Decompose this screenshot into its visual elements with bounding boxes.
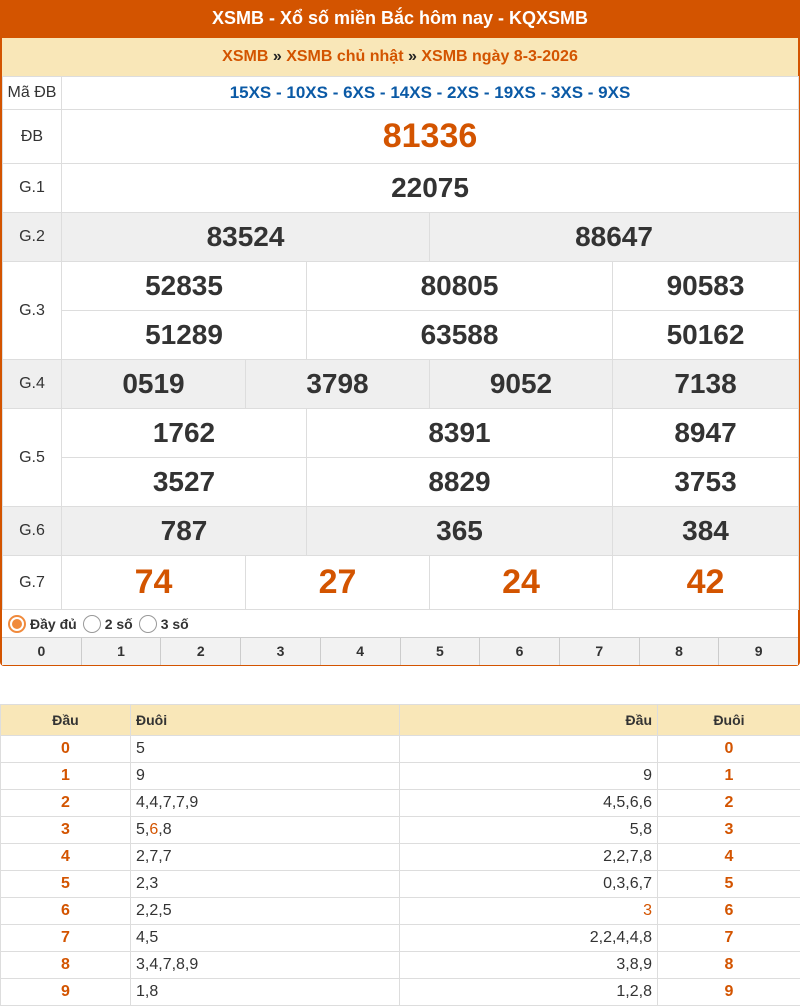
dau-list-cell: 4,5,6,6 (400, 790, 658, 817)
g5-number: 8391 (307, 409, 613, 458)
digit-filter-0[interactable]: 0 (2, 638, 82, 665)
duoi-cell: 5 (131, 736, 400, 763)
duoi-cell: 2,3 (131, 871, 400, 898)
dau-list-cell: 2,2,7,8 (400, 844, 658, 871)
g3-number: 51289 (62, 311, 307, 360)
digit-filter-8[interactable]: 8 (640, 638, 720, 665)
duoi-cell: 3,4,7,8,9 (131, 952, 400, 979)
dau-cell: 8 (1, 952, 131, 979)
duoi-digit-cell: 2 (658, 790, 800, 817)
dau-cell: 9 (1, 979, 131, 1006)
header-duoi: Đuôi (131, 705, 400, 736)
g3-number: 90583 (613, 262, 799, 311)
g6-number: 365 (307, 507, 613, 556)
special-prize-number: 81336 (62, 110, 799, 164)
dau-list-cell: 3 (400, 898, 658, 925)
table-row (1, 736, 800, 763)
duoi-digit-cell: 3 (658, 817, 800, 844)
g5-number: 1762 (62, 409, 307, 458)
table-row (1, 952, 800, 979)
duoi-digit-cell: 5 (658, 871, 800, 898)
breadcrumb-xsmb-link[interactable]: XSMB (222, 48, 269, 65)
duoi-highlight: 6 (149, 821, 159, 838)
g7-number: 24 (430, 556, 613, 610)
dau-list-cell: 1,2,8 (400, 979, 658, 1006)
g4-number: 3798 (246, 360, 430, 409)
dau-cell: 1 (1, 763, 131, 790)
digit-filter-4[interactable]: 4 (321, 638, 401, 665)
duoi-cell: 9 (131, 763, 400, 790)
header-dau: Đầu (1, 705, 131, 736)
duoi-cell: 2,2,5 (131, 898, 400, 925)
dau-list-cell (400, 736, 658, 763)
g6-number: 787 (62, 507, 307, 556)
g5-number: 8947 (613, 409, 799, 458)
digit-filter-2[interactable]: 2 (161, 638, 241, 665)
page-title: XSMB - Xổ số miền Bắc hôm nay - KQXSMB (0, 0, 800, 38)
g4-number: 7138 (613, 360, 799, 409)
digit-filter-3[interactable]: 3 (241, 638, 321, 665)
breadcrumb-separator: » (407, 48, 417, 65)
table-row (1, 898, 800, 925)
dau-cell: 4 (1, 844, 131, 871)
g2-number: 83524 (62, 213, 430, 262)
prize-label-db: ĐB (3, 110, 62, 164)
digit-filter-9[interactable]: 9 (754, 643, 763, 659)
table-row (1, 844, 800, 871)
breadcrumb-date-link[interactable]: XSMB ngày 8-3-2026 (421, 48, 578, 65)
g7-number: 42 (613, 556, 799, 610)
g7-number: 27 (246, 556, 430, 610)
breadcrumb-separator: » (272, 48, 282, 65)
g5-number: 3753 (613, 458, 799, 507)
first-prize-number: 22075 (62, 164, 799, 213)
prize-label-g5: G.5 (3, 409, 62, 507)
g6-number: 384 (613, 507, 799, 556)
prize-label-g1: G.1 (3, 164, 62, 213)
duoi-digit-cell: 1 (658, 763, 800, 790)
radio-3-digits[interactable] (139, 615, 157, 633)
duoi-digit-cell: 6 (658, 898, 800, 925)
dau-list-cell: 0,3,6,7 (400, 871, 658, 898)
dau-list-cell: 5,8 (400, 817, 658, 844)
dau-list-cell: 2,2,4,4,8 (400, 925, 658, 952)
results-table (2, 76, 799, 610)
g3-number: 52835 (62, 262, 307, 311)
prize-label-g2: G.2 (3, 213, 62, 262)
ma-db-value: 15XS - 10XS - 6XS - 14XS - 2XS - 19XS - 3XS - 9XS (62, 77, 799, 110)
dau-cell: 3 (1, 817, 131, 844)
breadcrumb-sunday-link[interactable]: XSMB chủ nhật (286, 48, 404, 65)
digit-filter-6[interactable]: 6 (480, 638, 560, 665)
g3-number: 63588 (307, 311, 613, 360)
duoi-digit-cell: 4 (658, 844, 800, 871)
header-dau: Đầu (400, 705, 658, 736)
dau-list-cell: 9 (400, 763, 658, 790)
g7-number: 74 (62, 556, 246, 610)
display-options (6, 610, 189, 638)
dau-cell: 5 (1, 871, 131, 898)
duoi-digit-cell: 7 (658, 925, 800, 952)
duoi-cell: 1,8 (131, 979, 400, 1006)
radio-full-label[interactable]: Đầy đủ (30, 616, 77, 632)
digit-filter-1[interactable]: 1 (82, 638, 162, 665)
g3-number: 50162 (613, 311, 799, 360)
g2-number: 88647 (430, 213, 799, 262)
duoi-cell (131, 817, 400, 844)
header-duoi: Đuôi (658, 705, 800, 736)
duoi-part: 5, (136, 821, 150, 838)
duoi-digit-cell: 8 (658, 952, 800, 979)
digit-filter-7[interactable]: 7 (560, 638, 640, 665)
ma-db-label: Mã ĐB (3, 77, 62, 110)
duoi-digit-cell: 0 (658, 736, 800, 763)
duoi-cell: 4,4,7,7,9 (131, 790, 400, 817)
g5-number: 8829 (307, 458, 613, 507)
dau-cell: 2 (1, 790, 131, 817)
g3-number: 80805 (307, 262, 613, 311)
prize-label-g6: G.6 (3, 507, 62, 556)
table-row (1, 763, 800, 790)
radio-3-digits-label[interactable]: 3 số (160, 616, 189, 632)
dau-cell: 0 (1, 736, 131, 763)
dau-cell: 7 (1, 925, 131, 952)
digit-filter-bar (2, 637, 798, 665)
table-row (1, 925, 800, 952)
prize-label-g3: G.3 (3, 262, 62, 360)
duoi-cell: 2,7,7 (131, 844, 400, 871)
radio-2-digits[interactable] (83, 615, 101, 633)
radio-2-digits-label[interactable]: 2 số (104, 616, 133, 632)
g4-number: 0519 (62, 360, 246, 409)
duoi-cell: 4,5 (131, 925, 400, 952)
table-row (1, 790, 800, 817)
g5-number: 3527 (62, 458, 307, 507)
prize-label-g4: G.4 (3, 360, 62, 409)
g4-number: 9052 (430, 360, 613, 409)
breadcrumb (2, 38, 798, 76)
radio-full[interactable] (8, 615, 26, 633)
table-row (1, 817, 800, 844)
duoi-digit-cell: 9 (658, 979, 800, 1006)
duoi-part: ,8 (158, 821, 172, 838)
table-row (1, 979, 800, 1006)
table-row (1, 871, 800, 898)
dau-cell: 6 (1, 898, 131, 925)
loto-head-tail-table (0, 704, 800, 1006)
dau-list-cell: 3,8,9 (400, 952, 658, 979)
prize-label-g7: G.7 (3, 556, 62, 610)
digit-filter-5[interactable]: 5 (401, 638, 481, 665)
